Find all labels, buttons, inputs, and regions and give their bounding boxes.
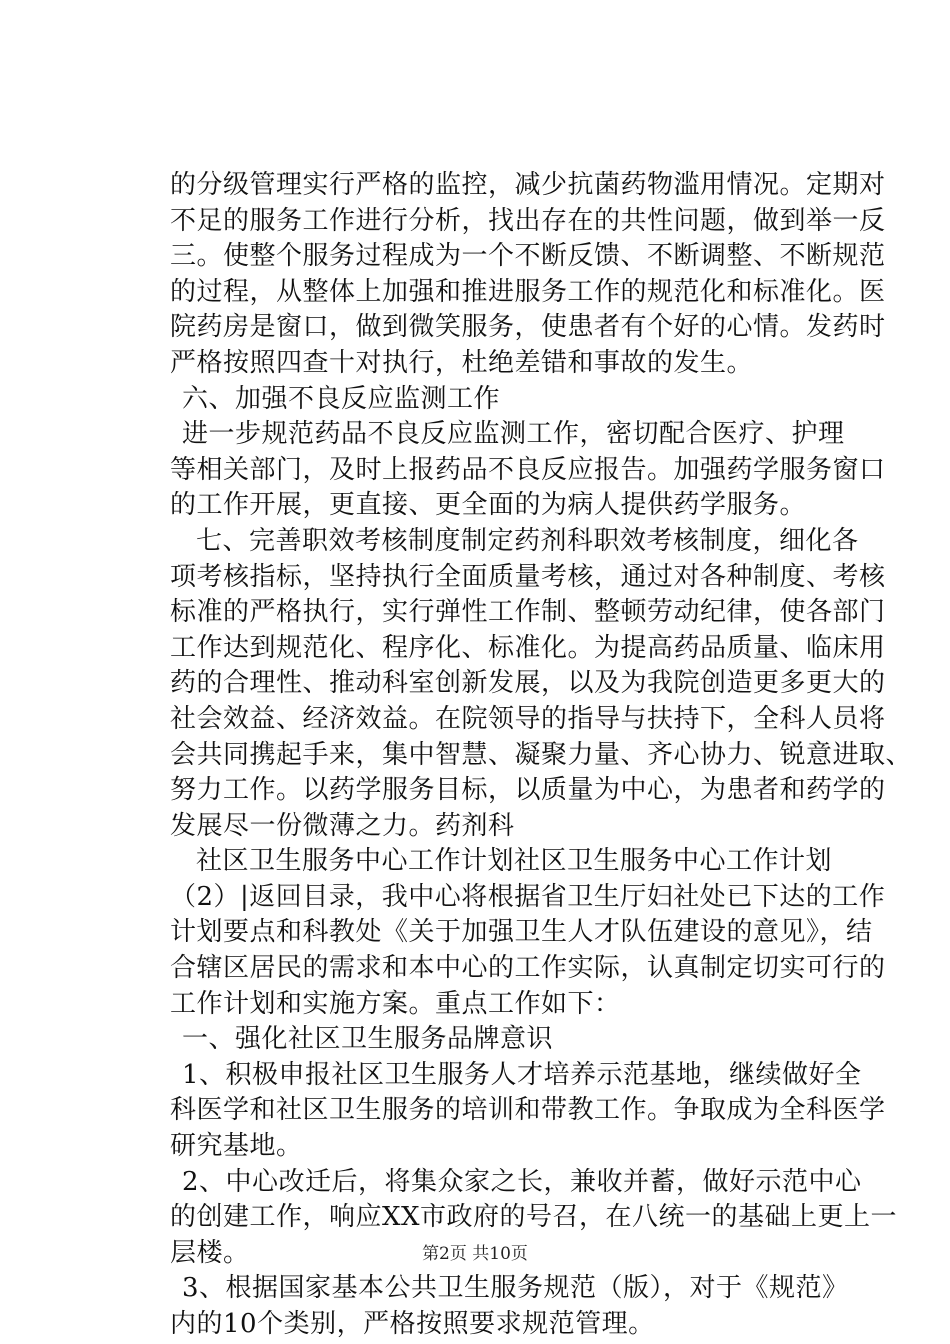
text-line: 药的合理性、推动科室创新发展，以及为我院创造更多更大的 xyxy=(170,668,886,699)
page-footer: 第2页 共10页 xyxy=(422,1244,528,1264)
text-line: 2、中心改迁后，将集众家之长，兼收并蓄，做好示范中心 xyxy=(182,1166,862,1197)
text-line: 的过程，从整体上加强和推进服务工作的规范化和标准化。医 xyxy=(170,276,886,307)
text-line: 发展尽一份微薄之力。药剂科 xyxy=(170,810,515,841)
document-body xyxy=(170,168,913,1343)
text-line: 院药房是窗口，做到微笑服务，使患者有个好的心情。发药时 xyxy=(170,312,886,343)
text-line: 严格按照四查十对执行，杜绝差错和事故的发生。 xyxy=(170,347,754,378)
text-line: 等相关部门，及时上报药品不良反应报告。加强药学服务窗口 xyxy=(170,454,886,485)
text-line: 一、强化社区卫生服务品牌意识 xyxy=(182,1024,554,1055)
text-line: 的工作开展，更直接、更全面的为病人提供药学服务。 xyxy=(170,490,807,521)
text-line: 内的10个类别，严格按照要求规范管理。 xyxy=(170,1309,655,1339)
text-line: 努力工作。以药学服务目标，以质量为中心，为患者和药学的 xyxy=(170,775,886,806)
text-line: 计划要点和科教处《关于加强卫生人才队伍建设的意见》，结 xyxy=(170,917,873,948)
text-line: 进一步规范药品不良反应监测工作，密切配合医疗、护理 xyxy=(182,419,845,450)
text-line: 的创建工作，响应XX市政府的号召，在八统一的基础上更上一 xyxy=(170,1202,898,1233)
text-line: 研究基地。 xyxy=(170,1131,303,1162)
text-line: 工作计划和实施方案。重点工作如下： xyxy=(170,988,621,1019)
text-line: 合辖区居民的需求和本中心的工作实际，认真制定切实可行的 xyxy=(170,953,886,984)
text-line: 标准的严格执行，实行弹性工作制、整顿劳动纪律，使各部门 xyxy=(170,597,886,628)
text-line: 科医学和社区卫生服务的培训和带教工作。争取成为全科医学 xyxy=(170,1095,886,1126)
text-line: 不足的服务工作进行分析，找出存在的共性问题，做到举一反 xyxy=(170,205,886,236)
text-line: 会共同携起手来，集中智慧、凝聚力量、齐心协力、锐意进取、 xyxy=(170,739,913,770)
text-line: 社区卫生服务中心工作计划社区卫生服务中心工作计划 xyxy=(196,846,833,877)
text-line: 项考核指标，坚持执行全面质量考核，通过对各种制度、考核 xyxy=(170,561,886,592)
text-line: 层楼。 xyxy=(170,1237,250,1268)
text-line: 的分级管理实行严格的监控，减少抗菌药物滥用情况。定期对 xyxy=(170,170,886,200)
text-line: 三。使整个服务过程成为一个不断反馈、不断调整、不断规范 xyxy=(170,241,886,272)
text-line: 七、完善职效考核制度制定药剂科职效考核制度，细化各 xyxy=(196,525,859,556)
text-line: 1、积极申报社区卫生服务人才培养示范基地，继续做好全 xyxy=(182,1059,862,1090)
text-line: （2）|返回目录，我中心将根据省卫生厅妇社处已下达的工作 xyxy=(170,881,886,912)
text-line: 3、根据国家基本公共卫生服务规范（版），对于《规范》 xyxy=(182,1273,849,1304)
text-line: 社会效益、经济效益。在院领导的指导与扶持下，全科人员将 xyxy=(170,703,886,734)
text-line: 六、加强不良反应监测工作 xyxy=(182,383,501,414)
text-line: 工作达到规范化、程序化、标准化。为提高药品质量、临床用 xyxy=(170,632,886,663)
